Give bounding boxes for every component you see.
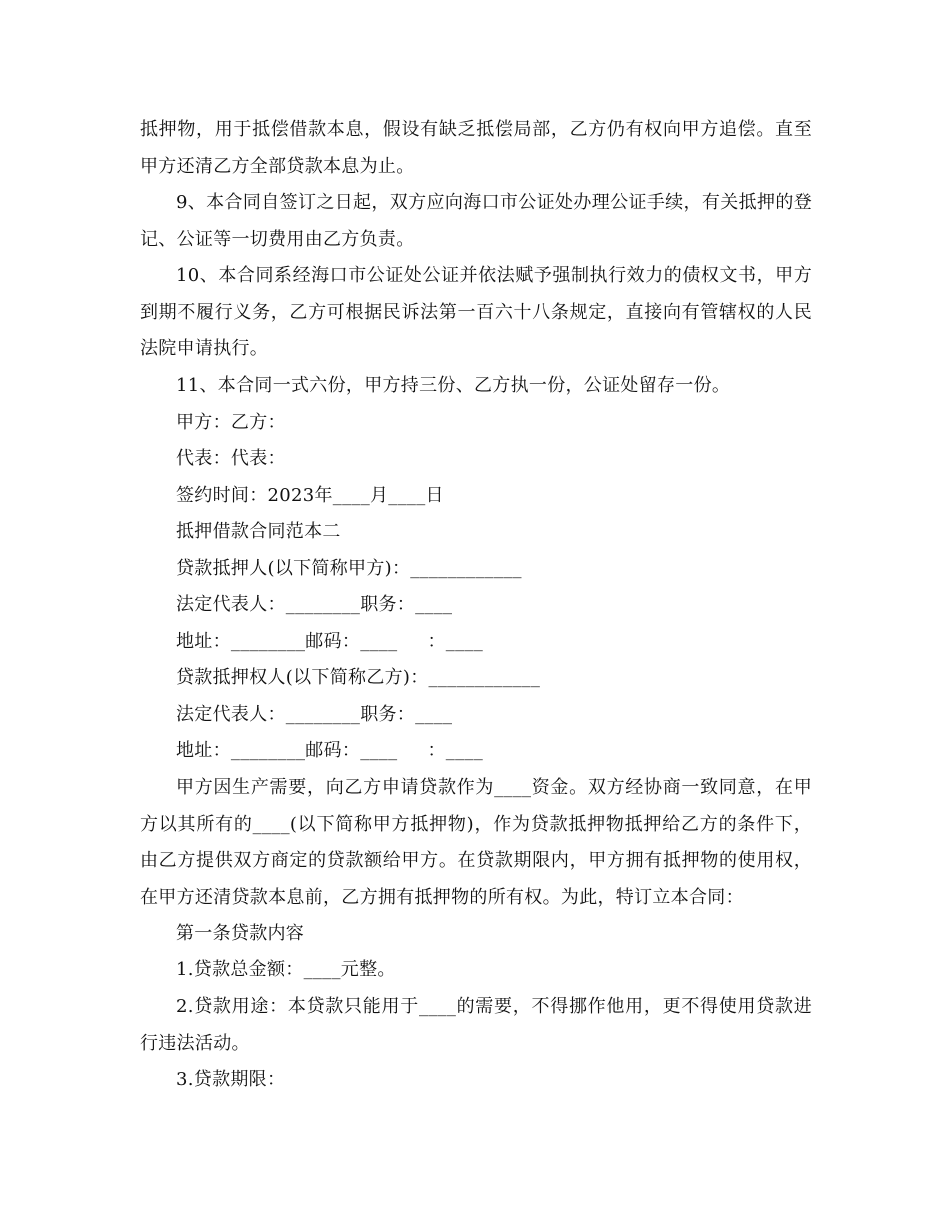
party-signatures: 甲方：乙方： [176,412,286,433]
loan-term-line: 3.贷款期限： [176,1069,286,1090]
signing-date: 签约时间：2023年____月____日 [176,485,444,506]
clause-9: 9、本合同自签订之日起，双方应向海口市公证处办理公证手续，有关抵押的登记、公证等一切费用由乙方负责。 [140,192,812,250]
clause-10: 10、本合同系经海口市公证处公证并依法赋予强制执行效力的债权文书，甲方到期不履行义务，乙方可根据民诉法第一百六十八条规定，直接向有管辖权的人民法院申请执行。 [140,265,812,359]
mortgagee-line: 贷款抵押权人(以下简称乙方)：____________ [176,667,541,688]
article-1-heading: 第一条贷款内容 [176,923,305,944]
mortgagor-representative-line: 法定代表人：________职务：____ [176,594,453,615]
loan-purpose-paragraph: 2.贷款用途：本贷款只能用于____的需要，不得挪作他用，更不得使用贷款进行违法活动。 [140,996,812,1054]
clause-11: 11、本合同一式六份，甲方持三份、乙方执一份，公证处留存一份。 [176,375,731,396]
mortgagor-line: 贷款抵押人(以下简称甲方)：____________ [176,558,522,579]
mortgagee-address-line: 地址：________邮码：____ ：____ [176,740,484,761]
loan-amount-line: 1.贷款总金额：____元整。 [176,959,396,980]
clause-8-continuation: 抵押物，用于抵偿借款本息，假设有缺乏抵偿局部，乙方仍有权向甲方追偿。直至甲方还清乙方全部贷款本息为止。 [140,119,812,177]
mortgagee-representative-line: 法定代表人：________职务：____ [176,704,453,725]
template-two-heading: 抵押借款合同范本二 [176,521,341,542]
representative-signatures: 代表：代表： [176,448,286,469]
mortgagor-address-line: 地址：________邮码：____ ：____ [176,631,484,652]
preamble-paragraph: 甲方因生产需要，向乙方申请贷款作为____资金。双方经协商一致同意，在甲方以其所有的____(以下简称甲方抵押物)，作为贷款抵押物抵押给乙方的条件下，由乙方提供双方商定的贷款额给甲方。在贷款期限内，甲方拥有抵押物的使用权，在甲方还清贷款本息前，乙方拥有抵押物的所有权。为此，特订立本合同： [140,777,812,908]
